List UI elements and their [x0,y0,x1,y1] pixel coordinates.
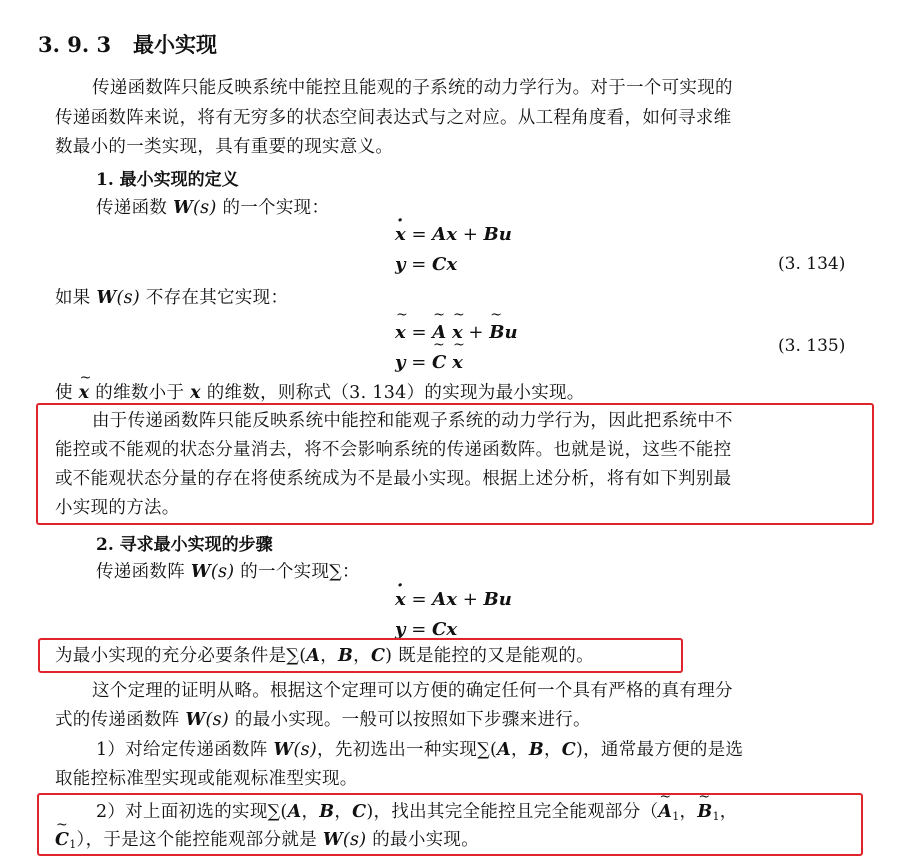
text: 传递函数阵 [96,562,191,582]
symbol-x-tilde: ~ x [79,381,90,405]
step-1-line-2: 取能控标准型实现或能观标准型实现。 [55,769,358,789]
symbol-A: A [306,646,321,666]
equation-state-tilde: ~ x = ~ A ~ x + ~ Bu [395,322,518,343]
necessary-sufficient-condition [55,644,594,668]
intro-line-1: 传递函数阵只能反映系统中能控且能观的子系统的动力学行为。对于一个可实现的 [92,78,733,98]
symbol-A: A [497,740,512,760]
symbol-x-tilde: ~ x [452,322,463,343]
symbol-A: A [287,802,302,822]
symbol-W: W [185,710,206,730]
symbol-B: B [338,646,354,666]
text: 的维数，则称式（3. 134）的实现为最小实现。 [200,383,585,403]
step-2-line-1 [96,800,738,829]
comma: ， [334,802,353,822]
text: 不存在其它实现： [139,288,289,308]
symbol-C-tilde: ~ C [432,352,446,373]
step-1-line-1 [96,738,743,762]
comma: ， [511,740,529,760]
symbol-y: y [395,254,406,275]
symbol-B: B [528,740,544,760]
comma: ， [679,802,698,822]
symbol-s: (s) [193,198,217,218]
para3-line-2 [55,708,591,732]
term-Bu: Bu [483,589,512,610]
subscript: 1 [672,810,680,823]
symbol-B-tilde: ~ B [489,322,504,343]
equation-number-3-134: (3. 134) [778,254,846,274]
text: 传递函数 [96,198,174,218]
symbol-x-tilde-dot: ~ x [395,322,406,343]
tf-realization-line [96,196,329,220]
plus: + [456,589,484,610]
symbol-s: (s) [116,288,140,308]
symbol-C: C [370,646,386,666]
symbol-y: y [395,352,406,373]
comma: ， [353,646,371,666]
comma: ， [320,646,339,666]
symbol-s: (s) [205,710,229,730]
symbol-W: W [190,562,211,582]
term-Cx: Cx [432,254,458,275]
text: 2）对上面初选的实现∑( [96,802,288,822]
comma: ， [719,802,738,822]
heading-minimal-realization-definition: 1. 最小实现的定义 [96,170,239,190]
symbol-u: u [504,322,518,343]
text: 的一个实现∑： [234,562,360,582]
plus: + [462,322,490,343]
equation-number-3-135: (3. 135) [778,336,846,356]
minimal-realization-conclusion [55,381,585,405]
symbol-A-tilde: ~ A [658,800,672,824]
term-Bu: Bu [483,224,512,245]
equation-output: y = Cx [395,254,458,275]
text: ) 既是能控的又是能观的。 [385,646,594,666]
section-title [38,29,217,59]
symbol-C-tilde: ~ C [55,828,69,852]
text: )，找出其完全能控且完全能观部分（ [366,802,659,822]
intro-line-3: 数最小的一类实现，具有重要的现实意义。 [55,137,394,157]
subscript: 1 [712,810,720,823]
text: 的最小实现。一般可以按照如下步骤来进行。 [228,710,591,730]
equation-output-tilde: y = ~ C ~ x [395,352,463,373]
symbol-W: W [173,198,194,218]
symbol-x-dot: · x [395,224,406,245]
plus: + [456,224,484,245]
heading-minimal-realization-steps: 2. 寻求最小实现的步骤 [96,535,273,555]
symbol-W: W [322,830,343,850]
comma: ， [301,802,320,822]
comma: ， [543,740,562,760]
tf-matrix-realization-line [96,560,360,584]
symbol-A-tilde: ~ A [432,322,446,343]
subscript: 1 [69,838,77,851]
section-title-text: 最小实现 [133,32,218,57]
para3-line-1: 这个定理的证明从略。根据这个定理可以方便的确定任何一个具有严格的真有理分 [92,681,733,701]
text: ），于是这个能控能观部分就是 [76,830,323,850]
symbol-C: C [352,802,367,822]
text: 1）对给定传递函数阵 [96,740,274,760]
box1-line-1: 由于传递函数阵只能反映系统中能控和能观子系统的动力学行为，因此把系统中不 [92,411,733,431]
term-Ax: Ax [432,589,457,610]
symbol-s: (s) [210,562,235,582]
term-Cx: Cx [432,619,458,640]
text: 使 [55,383,79,403]
symbol-C: C [561,740,576,760]
symbol-y: y [395,619,406,640]
symbol-s: (s) [293,740,318,760]
equation-state: · x = Ax + Bu [395,224,512,245]
section-number: 3. 9. 3 [38,32,112,57]
symbol-x: x [190,383,201,403]
box1-line-4: 小实现的方法。 [55,498,180,518]
symbol-B-tilde: ~ B [697,800,712,824]
term-Ax: Ax [432,224,457,245]
text: 为最小实现的充分必要条件是∑( [55,646,307,666]
text: ，先初选出一种实现∑( [317,740,498,760]
box1-line-3: 或不能观状态分量的存在将使系统成为不是最小实现。根据上述分析，将有如下判别最 [55,469,732,489]
text: 的最小实现。 [366,830,480,850]
symbol-B: B [319,802,335,822]
symbol-W: W [273,740,294,760]
text: 的一个实现： [216,198,330,218]
text: 式的传递函数阵 [55,710,186,730]
box1-line-2: 能控或不能观的状态分量消去，将不会影响系统的传递函数阵。也就是说，这些不能控 [55,440,732,460]
intro-line-2: 传递函数阵来说，将有无穷多的状态空间表达式与之对应。从工程角度看，如何寻求维 [55,108,732,128]
text: 的维数小于 [89,383,191,403]
symbol-s: (s) [342,830,367,850]
text: )，通常最方便的是选 [575,740,744,760]
equation-output-2: y = Cx [395,619,458,640]
symbol-W: W [96,288,117,308]
equation-state-2: · x = Ax + Bu [395,589,512,610]
symbol-x-dot: · x [395,589,406,610]
symbol-x-tilde: ~ x [452,352,463,373]
text: 如果 [55,288,97,308]
step-2-line-2 [55,828,479,857]
if-no-other-realization-line [55,286,288,310]
